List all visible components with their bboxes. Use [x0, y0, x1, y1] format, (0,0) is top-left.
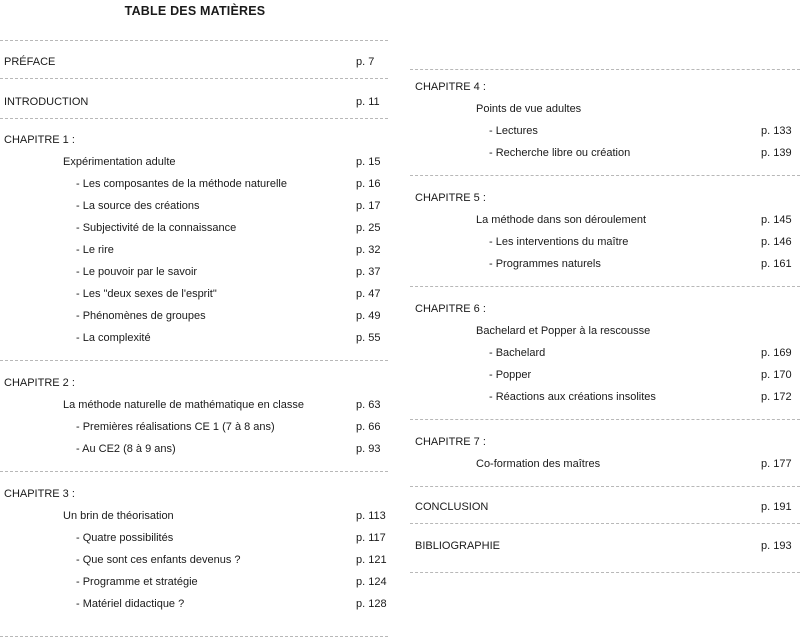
entry-title: - Les composantes de la méthode naturelle [76, 178, 287, 190]
entry-title: - Au CE2 (8 à 9 ans) [76, 443, 176, 455]
toc-right-column [410, 69, 800, 573]
entry-title: BIBLIOGRAPHIE [415, 540, 500, 552]
section-spacer [410, 487, 800, 501]
toc-entry-conclusion[interactable] [410, 501, 800, 523]
entry-title: - Matériel didactique ? [76, 598, 185, 610]
toc-entry[interactable] [410, 125, 800, 147]
entry-page-number: p. 16 [356, 178, 381, 190]
toc-entry[interactable] [0, 598, 388, 620]
entry-page-number: p. 49 [356, 310, 381, 322]
chapter-heading [0, 488, 388, 510]
toc-entry-primary[interactable] [410, 325, 800, 347]
entry-page-number: p. 177 [761, 458, 792, 470]
chapter-heading [410, 192, 800, 214]
chapter-label: CHAPITRE 1 : [4, 134, 75, 146]
entry-title: - Le pouvoir par le savoir [76, 266, 198, 278]
toc-entry[interactable] [0, 310, 388, 332]
chapter-heading [410, 303, 800, 325]
toc-entry[interactable] [410, 258, 800, 280]
entry-title: - La source des créations [76, 200, 200, 212]
section-spacer [410, 287, 800, 303]
chapter-label: CHAPITRE 2 : [4, 377, 75, 389]
entry-title: - Que sont ces enfants devenus ? [76, 554, 241, 566]
entry-title: - La complexité [76, 332, 151, 344]
toc-entry[interactable] [410, 147, 800, 169]
entry-title: La méthode dans son déroulement [476, 214, 647, 226]
section-spacer [0, 119, 388, 134]
entry-title: - Programmes naturels [489, 258, 601, 270]
entry-title: CONCLUSION [415, 501, 489, 513]
entry-title: - Les interventions du maître [489, 236, 629, 248]
toc-entry[interactable] [0, 532, 388, 554]
section-separator [410, 572, 800, 573]
toc-entry-primary[interactable] [0, 510, 388, 532]
toc-section-chapitre-5 [410, 192, 800, 286]
entry-page-number: p. 63 [356, 399, 381, 411]
chapter-heading [410, 436, 800, 458]
toc-entry-preface[interactable] [0, 56, 388, 78]
entry-page-number: p. 17 [356, 200, 381, 212]
toc-entry[interactable] [0, 244, 388, 266]
chapter-heading [410, 81, 800, 103]
entry-page-number: p. 37 [356, 266, 381, 278]
toc-entry[interactable] [0, 443, 388, 465]
entry-page-number: p. 170 [761, 369, 792, 381]
entry-page-number: p. 193 [761, 540, 792, 552]
entry-page-number: p. 124 [356, 576, 387, 588]
entry-title: Co-formation des maîtres [476, 458, 601, 470]
chapter-label: CHAPITRE 6 : [415, 303, 486, 315]
entry-title: - Bachelard [489, 347, 546, 359]
entry-title: Points de vue adultes [476, 103, 582, 115]
entry-title: - Premières réalisations CE 1 (7 à 8 ans) [76, 421, 275, 433]
toc-section-preface [0, 56, 388, 78]
chapter-heading [0, 377, 388, 399]
entry-page-number: p. 128 [356, 598, 387, 610]
toc-entry[interactable] [0, 554, 388, 576]
entry-title: - Programme et stratégie [76, 576, 198, 588]
toc-entry[interactable] [0, 178, 388, 200]
entry-page-number: p. 15 [356, 156, 381, 168]
section-spacer [0, 361, 388, 377]
section-spacer [410, 420, 800, 436]
toc-entry[interactable] [0, 200, 388, 222]
toc-section-introduction [0, 96, 388, 118]
entry-title: - Subjectivité de la connaissance [76, 222, 237, 234]
entry-page-number: p. 169 [761, 347, 792, 359]
toc-entry[interactable] [410, 369, 800, 391]
entry-page-number: p. 25 [356, 222, 381, 234]
section-spacer [410, 524, 800, 540]
toc-entry-introduction[interactable] [0, 96, 388, 118]
toc-entry-primary[interactable] [410, 214, 800, 236]
entry-title: Bachelard et Popper à la rescousse [476, 325, 651, 337]
toc-section-conclusion [410, 501, 800, 523]
chapter-label: CHAPITRE 7 : [415, 436, 486, 448]
toc-section-chapitre-3 [0, 488, 388, 626]
toc-section-chapitre-7 [410, 436, 800, 486]
entry-title: - Réactions aux créations insolites [489, 391, 656, 403]
toc-left-column [0, 40, 388, 637]
entry-title: - Quatre possibilités [76, 532, 174, 544]
entry-title: - Lectures [489, 125, 538, 137]
entry-page-number: p. 55 [356, 332, 381, 344]
entry-page-number: p. 139 [761, 147, 792, 159]
section-spacer [410, 176, 800, 192]
section-spacer [0, 79, 388, 96]
chapter-heading [0, 134, 388, 156]
entry-page-number: p. 47 [356, 288, 381, 300]
entry-page-number: p. 66 [356, 421, 381, 433]
section-spacer [410, 562, 800, 572]
entry-title: Un brin de théorisation [63, 510, 174, 522]
toc-entry[interactable] [0, 576, 388, 598]
entry-page-number: p. 146 [761, 236, 792, 248]
entry-page-number: p. 161 [761, 258, 792, 270]
entry-title: - Popper [489, 369, 532, 381]
toc-entry[interactable] [410, 391, 800, 413]
chapter-label: CHAPITRE 5 : [415, 192, 486, 204]
entry-page-number: p. 172 [761, 391, 792, 403]
toc-entry-primary[interactable] [410, 458, 800, 480]
toc-entry[interactable] [0, 332, 388, 354]
chapter-label: CHAPITRE 4 : [415, 81, 486, 93]
entry-page-number: p. 93 [356, 443, 381, 455]
entry-page-number: p. 191 [761, 501, 792, 513]
chapter-label: CHAPITRE 3 : [4, 488, 75, 500]
toc-entry-primary[interactable] [0, 156, 388, 178]
entry-page-number: p. 133 [761, 125, 792, 137]
entry-title: PRÉFACE [4, 56, 56, 68]
toc-entry[interactable] [0, 288, 388, 310]
toc-entry[interactable] [0, 222, 388, 244]
entry-page-number: p. 145 [761, 214, 792, 226]
entry-page-number: p. 113 [356, 510, 386, 522]
toc-entry[interactable] [0, 421, 388, 443]
entry-title: - Le rire [76, 244, 114, 256]
entry-page-number: p. 7 [356, 56, 375, 68]
toc-section-chapitre-6 [410, 303, 800, 419]
toc-section-chapitre-2 [0, 377, 388, 471]
section-spacer [0, 41, 388, 56]
toc-entry-primary[interactable] [0, 399, 388, 421]
toc-entry-bibliographie[interactable] [410, 540, 800, 562]
toc-section-chapitre-1 [0, 134, 388, 360]
entry-page-number: p. 32 [356, 244, 381, 256]
entry-title: INTRODUCTION [4, 96, 89, 108]
entry-title: - Les "deux sexes de l'esprit" [76, 288, 217, 300]
toc-entry-primary[interactable] [410, 103, 800, 125]
entry-page-number: p. 11 [356, 96, 380, 108]
toc-section-chapitre-4 [410, 81, 800, 175]
toc-title: TABLE DES MATIÈRES [124, 4, 266, 18]
section-spacer [410, 70, 800, 81]
entry-title: La méthode naturelle de mathématique en classe [63, 399, 304, 411]
entry-title: Expérimentation adulte [63, 156, 176, 168]
toc-section-bibliographie [410, 540, 800, 562]
toc-entry[interactable] [0, 266, 388, 288]
toc-entry[interactable] [410, 347, 800, 369]
section-spacer [0, 472, 388, 488]
entry-title: - Recherche libre ou création [489, 147, 631, 159]
toc-entry[interactable] [410, 236, 800, 258]
entry-page-number: p. 117 [356, 532, 386, 544]
entry-page-number: p. 121 [356, 554, 387, 566]
entry-title: - Phénomènes de groupes [76, 310, 206, 322]
